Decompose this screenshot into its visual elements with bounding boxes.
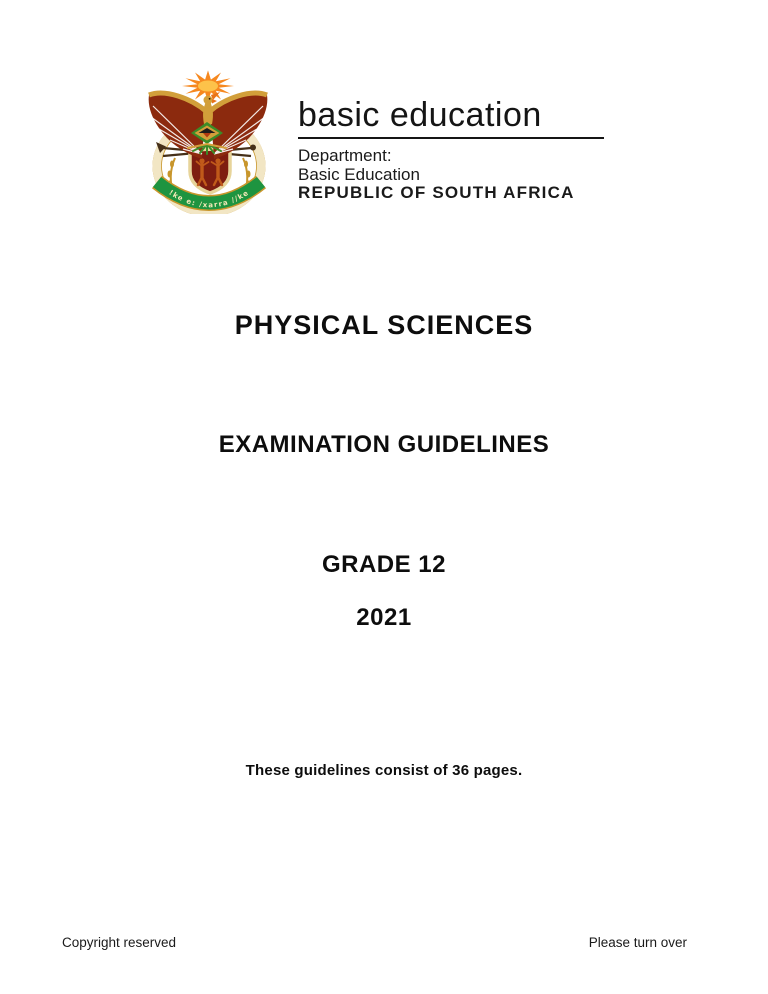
- department-label: Department:: [298, 146, 392, 165]
- pages-note: These guidelines consist of 36 pages.: [245, 762, 523, 779]
- department-wordmark-block: [298, 96, 628, 203]
- country-name: REPUBLIC OF SOUTH AFRICA: [298, 183, 575, 202]
- coat-of-arms-icon: [145, 62, 273, 214]
- wordmark: basic education: [298, 96, 542, 134]
- document-type-title: EXAMINATION GUIDELINES: [218, 431, 550, 458]
- wordmark-rule: [298, 137, 604, 139]
- motto-text: !ke e: /xarra //ke: [167, 188, 251, 210]
- turn-over-note: Please turn over: [588, 935, 687, 950]
- subject-title: PHYSICAL SCIENCES: [234, 310, 534, 340]
- copyright-note: Copyright reserved: [62, 935, 177, 950]
- grade-line: GRADE 12: [321, 551, 447, 578]
- year-line: 2021: [356, 604, 412, 631]
- department-name: Basic Education: [298, 164, 420, 184]
